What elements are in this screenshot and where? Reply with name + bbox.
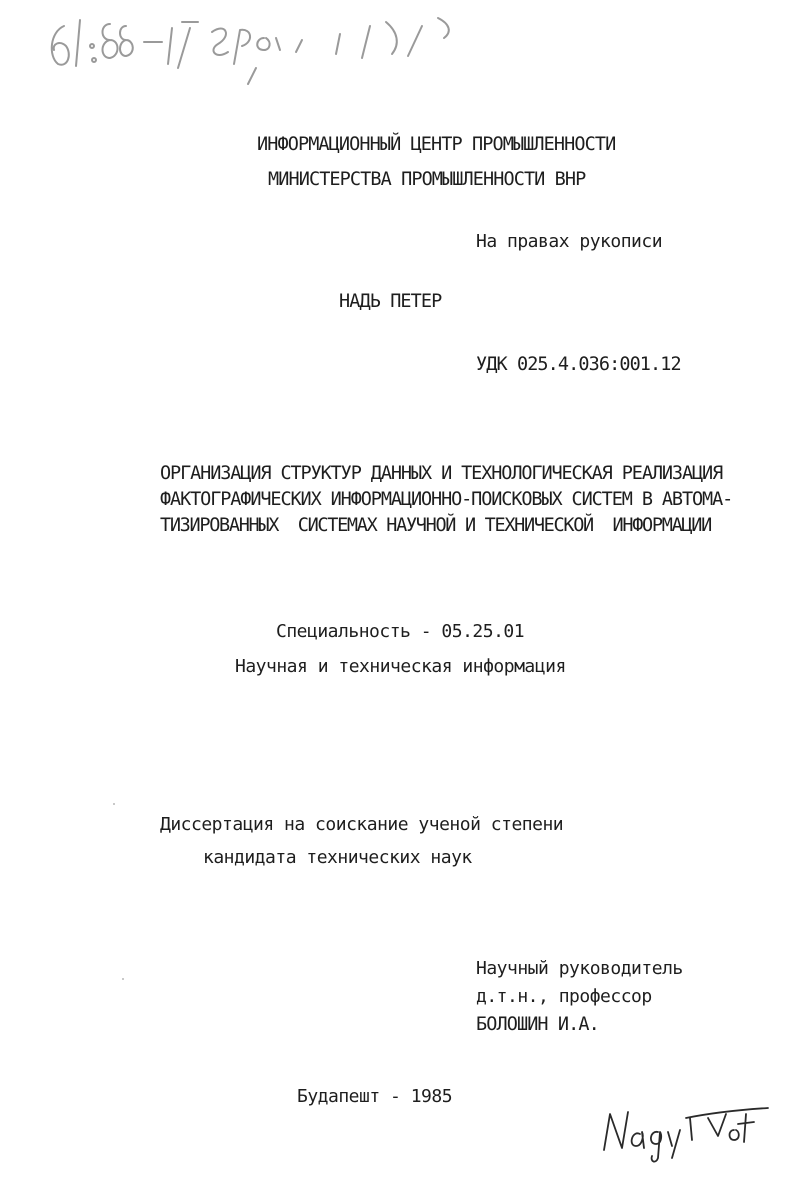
udc-code: УДК 025.4.036:001.12 [476,354,681,375]
specialty-code: Специальность - 05.25.01 [276,621,525,642]
scan-speck [113,803,115,805]
supervisor-name: БОЛОШИН И.А. [476,1014,599,1035]
scan-speck [122,978,124,980]
title-line-1: ОРГАНИЗАЦИЯ СТРУКТУР ДАННЫХ И ТЕХНОЛОГИЧЕСКАЯ РЕАЛИЗАЦИЯ [160,463,723,484]
handwritten-archive-note [40,8,480,88]
title-line-3: ТИЗИРОВАННЫХ СИСТЕМАХ НАУЧНОЙ И ТЕХНИЧЕСКОЙ ИНФОРМАЦИИ [160,515,711,536]
degree-line-2: кандидата технических наук [203,847,472,868]
supervisor-credentials: д.т.н., профессор [476,986,652,1007]
degree-line-1: Диссертация на соискание ученой степени [160,814,564,835]
specialty-name: Научная и техническая информация [235,656,566,677]
organization-line-2: МИНИСТЕРСТВА ПРОМЫШЛЕННОСТИ ВНР [268,169,586,190]
title-line-2: ФАКТОГРАФИЧЕСКИХ ИНФОРМАЦИОННО-ПОИСКОВЫХ СИСТЕМ В АВТОМА- [160,489,733,510]
manuscript-rights-note: На правах рукописи [476,231,663,252]
place-and-year: Будапешт - 1985 [297,1086,453,1107]
author-signature [596,1100,776,1164]
supervisor-role: Научный руководитель [476,958,683,979]
author-name: НАДЬ ПЕТЕР [339,291,442,312]
organization-line-1: ИНФОРМАЦИОННЫЙ ЦЕНТР ПРОМЫШЛЕННОСТИ [257,134,616,155]
